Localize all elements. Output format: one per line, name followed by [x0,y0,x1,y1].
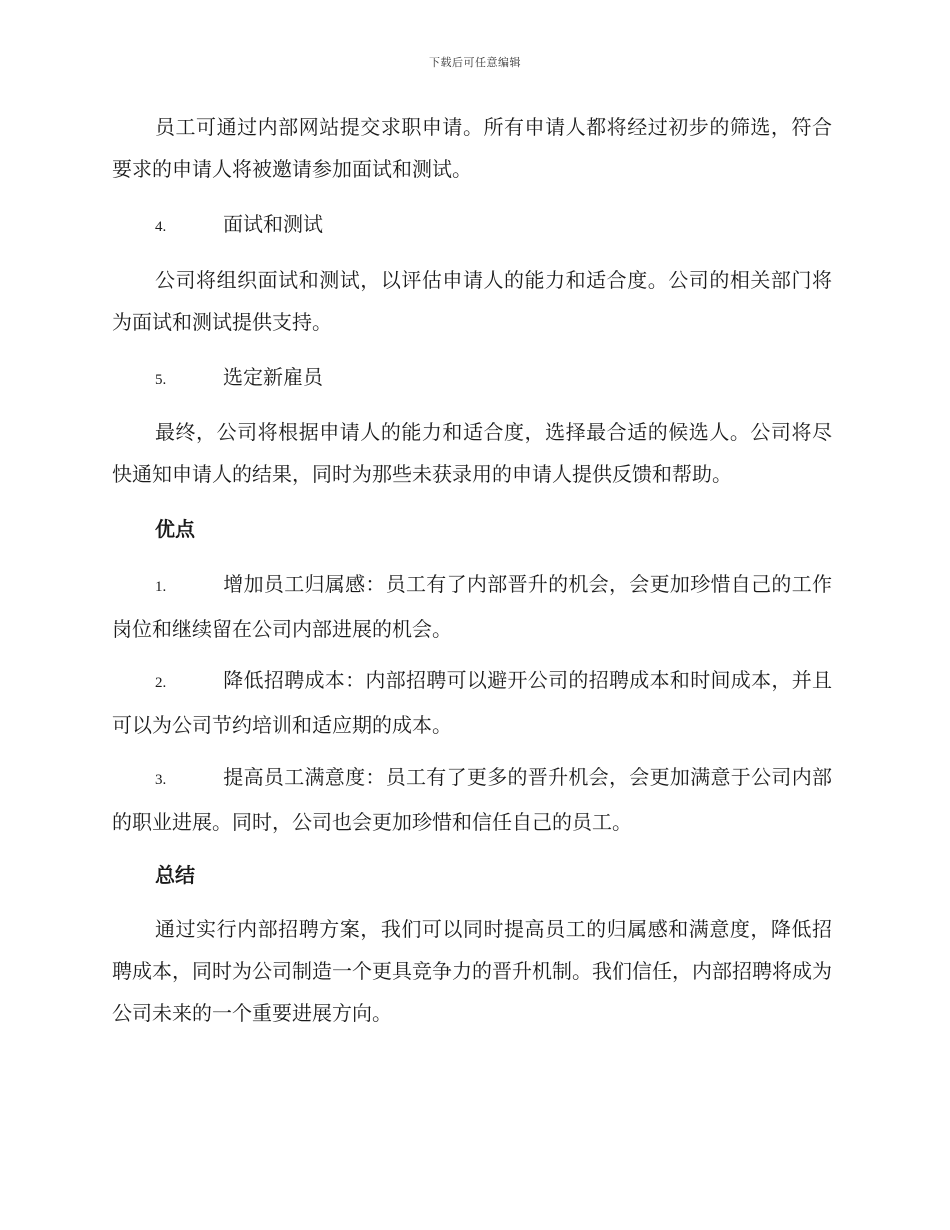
summary-heading: 总结 [155,863,195,887]
advantage-3-text: 提高员工满意度：员工有了更多的晋升机会，会更加满意于公司内部的职业进展。同时，公司也会更加珍惜和信任自己的员工。 [112,765,832,834]
advantage-3-number: 3. [155,772,167,788]
paragraph-interview: 公司将组织面试和测试，以评估申请人的能力和适合度。公司的相关部门将为面试和测试提供支持。 [112,268,832,334]
step-4-label: 面试和测试 [223,212,323,236]
advantage-item-3 [112,756,832,843]
step-5-number: 5. [155,372,167,388]
step-4-number: 4. [155,219,167,235]
step-4-heading [155,209,323,239]
advantage-1-number: 1. [155,579,167,595]
paragraph-summary: 通过实行内部招聘方案，我们可以同时提高员工的归属感和满意度，降低招聘成本，同时为公司制造一个更具竞争力的晋升机制。我们信任，内部招聘将成为公司未来的一个重要进展方向。 [112,917,832,1025]
page-header-note: 下载后可任意编辑 [429,56,521,69]
paragraph-selection: 最终，公司将根据申请人的能力和适合度，选择最合适的候选人。公司将尽快通知申请人的结果，同时为那些未获录用的申请人提供反馈和帮助。 [112,420,832,486]
step-5-label: 选定新雇员 [223,365,323,389]
step-5-heading [155,362,323,392]
advantage-item-2 [112,659,832,746]
paragraph-application: 员工可通过内部网站提交求职申请。所有申请人都将经过初步的筛选，符合要求的申请人将被邀请参加面试和测试。 [112,115,832,181]
advantages-heading: 优点 [155,517,195,541]
advantage-1-text: 增加员工归属感：员工有了内部晋升的机会，会更加珍惜自己的工作岗位和继续留在公司内部进展的机会。 [112,572,832,641]
advantage-2-number: 2. [155,675,167,691]
advantage-2-text: 降低招聘成本：内部招聘可以避开公司的招聘成本和时间成本，并且可以为公司节约培训和适应期的成本。 [112,668,832,737]
advantage-item-1 [112,563,832,650]
